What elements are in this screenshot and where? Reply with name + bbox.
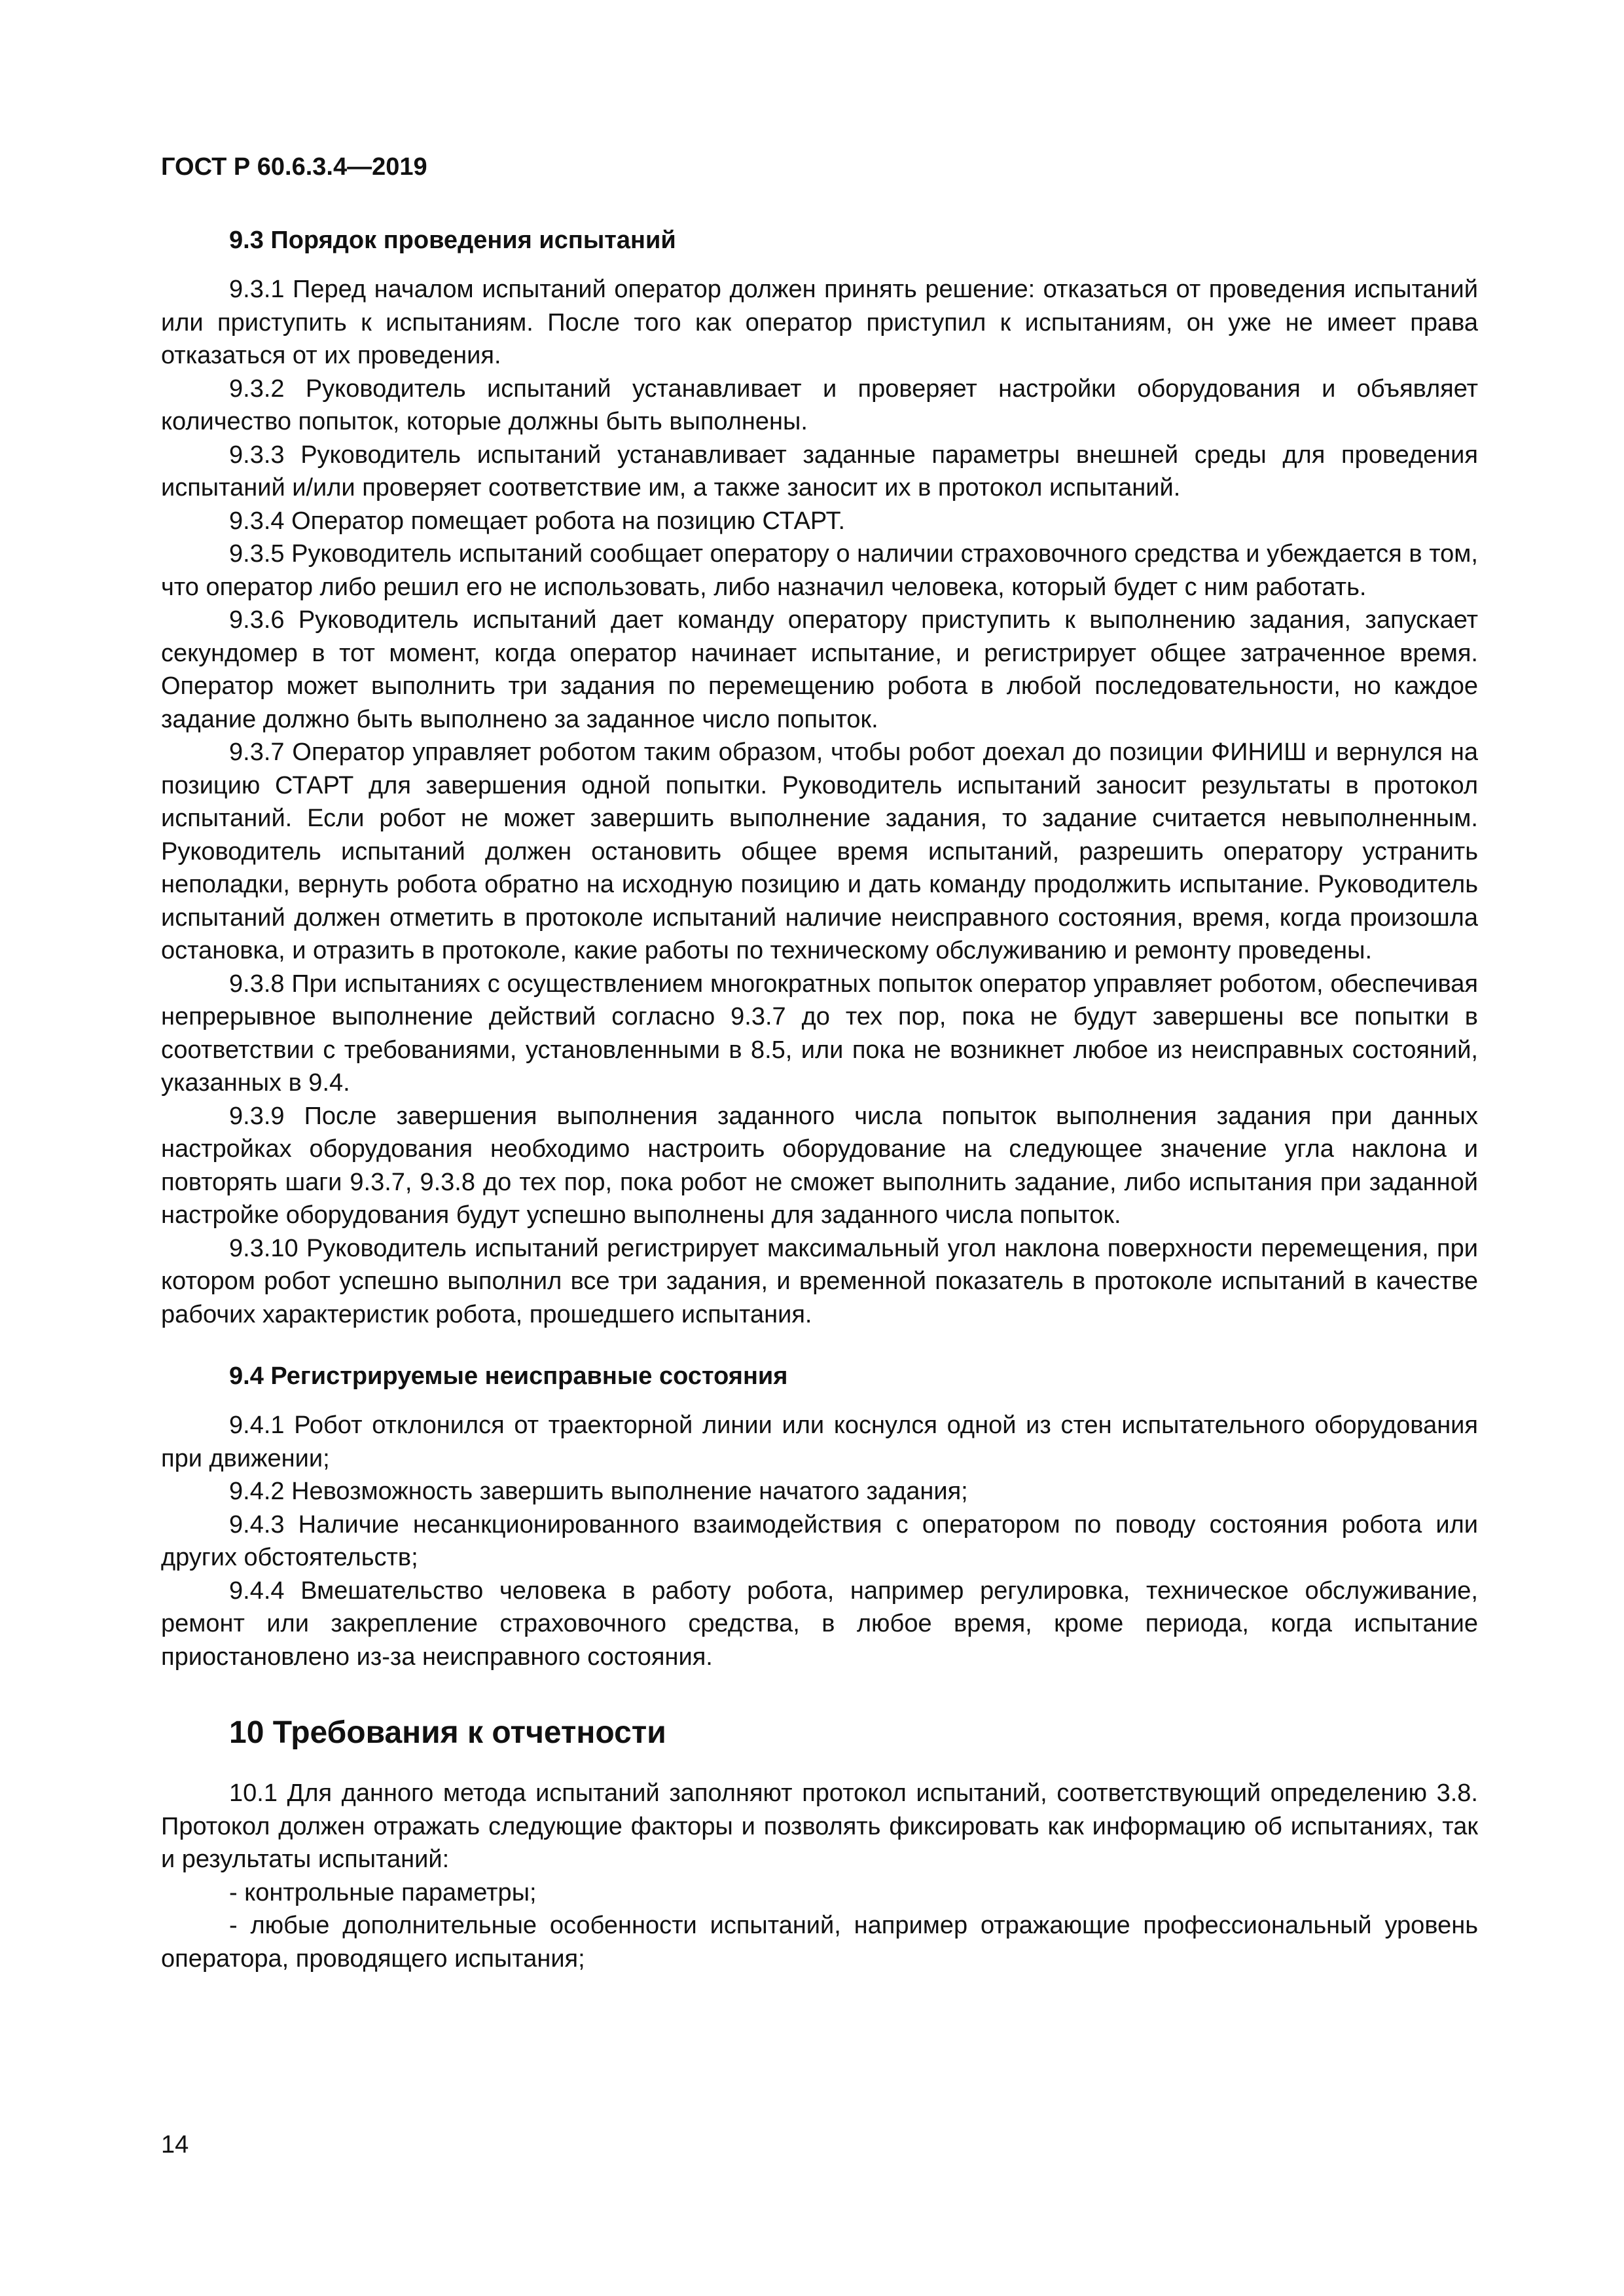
paragraph-9-4-4: 9.4.4 Вмешательство человека в работу робота, например регулировка, техническое обслуживание, ремонт или закрепление страховочного средства, в любое время, кроме периода, когда испытание приостановлено из-за неисправного состояния. [161,1576,1478,1671]
paragraph-9-4-2: 9.4.2 Невозможность завершить выполнение начатого задания; [229,1478,968,1505]
heading-9-4: 9.4 Регистрируемые неисправные состояния [229,1362,788,1390]
paragraph-9-3-9: 9.3.9 После завершения выполнения заданного числа попыток выполнения задания при данных настройках оборудования необходимо настроить оборудование на следующее значение угла наклона и повторять шаги 9.3.7, 9.3.8 до тех пор, пока робот не сможет выполнить задание, либо испытания при заданной настройке оборудования будут успешно выполнены для заданного числа попыток. [161,1102,1478,1229]
paragraph-9-3-2: 9.3.2 Руководитель испытаний устанавливает и проверяет настройки оборудования и объявляет количество попыток, которые должны быть выполнены. [161,374,1478,435]
paragraph-9-3-6: 9.3.6 Руководитель испытаний дает команду оператору приступить к выполнению задания, запускает секундомер в тот момент, когда оператор начинает испытание, и регистрирует общее затраченное время. Оператор может выполнить три задания по перемещению робота в любой последовательности, но каждое задание должно быть выполнено за заданное число попыток. [161,606,1478,733]
paragraph-10-1: 10.1 Для данного метода испытаний заполняют протокол испытаний, соответствующий определению 3.8. Протокол должен отражать следующие факторы и позволять фиксировать как информацию об испытаниях, так и результаты испытаний: [161,1779,1478,1873]
paragraph-9-3-10: 9.3.10 Руководитель испытаний регистрирует максимальный угол наклона поверхности перемещения, при котором робот успешно выполнил все три задания, и временной показатель в протоколе испытаний в качестве рабочих характеристик робота, прошедшего испытания. [161,1234,1478,1328]
section-spacer [161,1331,1478,1360]
section-spacer [161,1673,1478,1714]
paragraph-9-3-1: 9.3.1 Перед началом испытаний оператор должен принять решение: отказаться от проведения испытаний или приступить к испытаниям. После того как оператор приступил к испытаниям, он уже не имеет права отказаться от их проведения. [161,276,1478,369]
paragraph-9-3-4: 9.3.4 Оператор помещает робота на позицию СТАРТ. [229,507,846,535]
heading-9-3: 9.3 Порядок проведения испытаний [229,227,676,254]
list-item-additional-features: - любые дополнительные особенности испытаний, например отражающие профессиональный уровень оператора, проводящего испытания; [161,1912,1478,1973]
heading-10: 10 Требования к отчетности [229,1715,666,1750]
document-page [161,0,1478,2296]
page-content [161,224,1478,1975]
paragraph-9-4-3: 9.4.3 Наличие несанкционированного взаимодействия с оператором по поводу состояния робота или других обстоятельств; [161,1510,1478,1571]
paragraph-9-4-1: 9.4.1 Робот отклонился от траекторной линии или коснулся одной из стен испытательного оборудования при движении; [161,1412,1478,1472]
paragraph-9-3-5: 9.3.5 Руководитель испытаний сообщает оператору о наличии страховочного средства и убеждается в том, что оператор либо решил его не использовать, либо назначил человека, который будет с ним работать. [161,540,1478,601]
page-number: 14 [161,2131,189,2159]
paragraph-9-3-3: 9.3.3 Руководитель испытаний устанавливает заданные параметры внешней среды для проведения испытаний и/или проверяет соответствие им, а также заносит их в протокол испытаний. [161,441,1478,501]
list-item-control-parameters: - контрольные параметры; [229,1878,537,1906]
paragraph-9-3-8: 9.3.8 При испытаниях с осуществлением многократных попыток оператор управляет роботом, обеспечивая непрерывное выполнение действий согласно 9.3.7 до тех пор, пока не будут завершены все попытки в соответствии с требованиями, установленными в 8.5, или пока не возникнет любое из неисправных состояний, указанных в 9.4. [161,970,1478,1097]
paragraph-9-3-7: 9.3.7 Оператор управляет роботом таким образом, чтобы робот доехал до позиции ФИНИШ и вернулся на позицию СТАРТ для завершения одной попытки. Руководитель испытаний заносит результаты в протокол испытаний. Если робот не может завершить выполнение задания, то задание считается невыполненным. Руководитель испытаний должен остановить общее время испытаний, разрешить оператору устранить неполадки, вернуть робота обратно на исходную позицию и дать команду продолжить испытание. Руководитель испытаний должен отметить в протоколе испытаний наличие неисправного состояния, время, когда произошла остановка, и отразить в протоколе, какие работы по техническому обслуживанию и ремонту проведены. [161,738,1478,964]
document-id: ГОСТ Р 60.6.3.4—2019 [161,153,427,181]
